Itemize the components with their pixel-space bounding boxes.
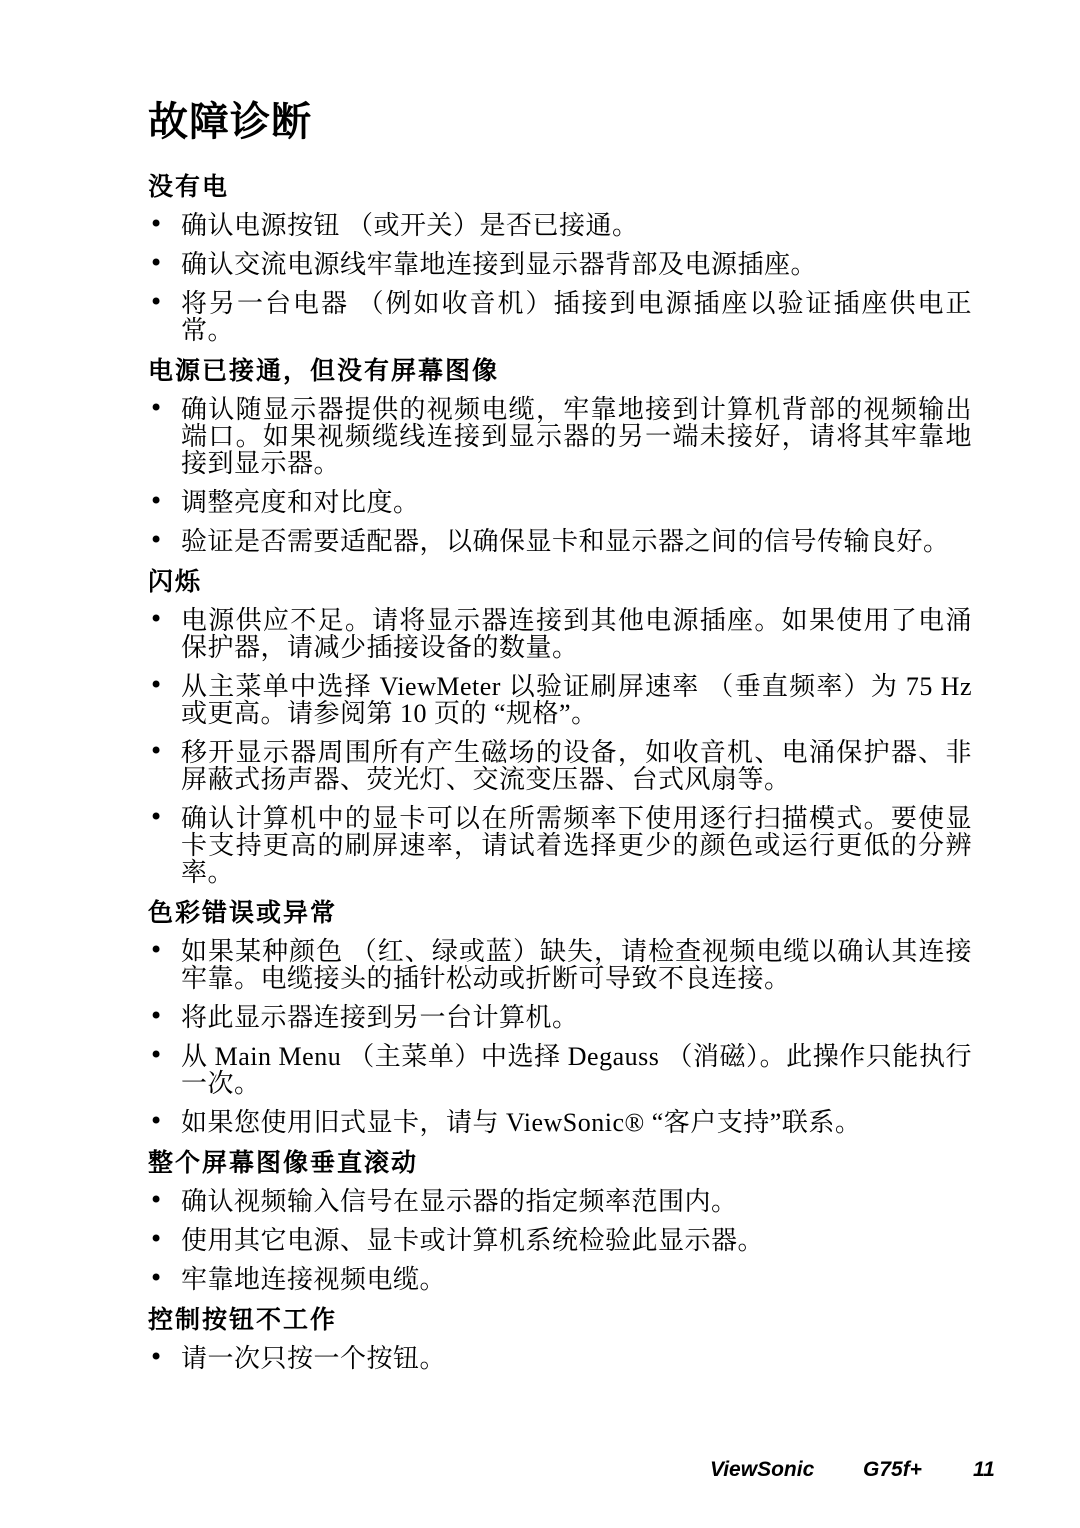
list-item	[148, 396, 972, 477]
list-item	[148, 212, 972, 239]
bullet-text: 确认交流电源线牢靠地连接到显示器背部及电源插座。	[181, 250, 818, 279]
bullet-icon: •	[149, 249, 164, 277]
bullet-text: 确认随显示器提供的视频电缆，牢靠地接到计算机背部的视频输出端口。如果视频缆线连接到显示器的另一端未接好，请将其牢靠地接到显示器。	[181, 395, 972, 478]
list-item	[148, 1004, 972, 1031]
section-heading: 没有电	[148, 173, 230, 201]
bullet-text: 如果您使用旧式显卡，请与 ViewSonic® “客户支持”联系。	[181, 1108, 862, 1137]
section-heading: 闪烁	[148, 568, 203, 596]
bullet-icon: •	[149, 737, 164, 765]
list-item	[148, 489, 972, 516]
bullet-text: 移开显示器周围所有产生磁场的设备，如收音机、电涌保护器、非屏蔽式扬声器、荧光灯、交流变压器、台式风扇等。	[181, 738, 972, 794]
bullet-text: 将另一台电器 （例如收音机）插接到电源插座以验证插座供电正常。	[181, 289, 972, 345]
bullet-list	[148, 1188, 972, 1293]
bullet-icon: •	[149, 1225, 164, 1253]
list-item	[148, 251, 972, 278]
list-item	[148, 739, 972, 793]
list-item	[148, 1266, 972, 1293]
list-item	[148, 1043, 972, 1097]
bullet-icon: •	[149, 1107, 164, 1135]
section-heading: 整个屏幕图像垂直滚动	[148, 1149, 419, 1177]
bullet-icon: •	[149, 487, 164, 515]
bullet-list	[148, 938, 972, 1136]
list-item	[148, 607, 972, 661]
section-color-wrong	[148, 898, 972, 1136]
list-item	[148, 1109, 972, 1136]
list-item	[148, 1345, 972, 1372]
footer-brand: ViewSonic	[710, 1458, 815, 1481]
bullet-text: 如果某种颜色 （红、绿或蓝）缺失，请检查视频电缆以确认其连接牢靠。电缆接头的插针松动或折断可导致不良连接。	[181, 937, 972, 993]
list-item	[148, 805, 972, 886]
bullet-icon: •	[149, 936, 164, 964]
bullet-text: 使用其它电源、显卡或计算机系统检验此显示器。	[181, 1226, 765, 1255]
page-footer	[0, 1458, 1080, 1488]
section-flicker	[148, 567, 972, 886]
bullet-list	[148, 607, 972, 886]
bullet-text: 将此显示器连接到另一台计算机。	[181, 1003, 579, 1032]
section-controls-not-working	[148, 1305, 972, 1372]
bullet-text: 验证是否需要适配器，以确保显卡和显示器之间的信号传输良好。	[181, 527, 950, 556]
bullet-icon: •	[149, 210, 164, 238]
bullet-icon: •	[149, 526, 164, 554]
list-item	[148, 528, 972, 555]
bullet-text: 从主菜单中选择 ViewMeter 以验证刷屏速率 （垂直频率）为 75 Hz 或更高。请参阅第 10 页的 “规格”。	[181, 672, 972, 728]
bullet-icon: •	[149, 288, 164, 316]
bullet-icon: •	[149, 1343, 164, 1371]
bullet-text: 牢靠地连接视频电缆。	[181, 1265, 447, 1294]
bullet-icon: •	[149, 394, 164, 422]
section-heading: 色彩错误或异常	[148, 899, 338, 927]
list-item	[148, 1188, 972, 1215]
bullet-text: 请一次只按一个按钮。	[181, 1344, 447, 1373]
list-item	[148, 938, 972, 992]
page-title: 故障诊断	[148, 100, 312, 144]
bullet-text: 电源供应不足。请将显示器连接到其他电源插座。如果使用了电涌保护器，请减少插接设备的数量。	[181, 606, 972, 662]
bullet-list	[148, 212, 972, 344]
bullet-icon: •	[149, 1186, 164, 1214]
list-item	[148, 673, 972, 727]
bullet-icon: •	[149, 671, 164, 699]
bullet-icon: •	[149, 1041, 164, 1069]
bullet-text: 确认视频输入信号在显示器的指定频率范围内。	[181, 1187, 738, 1216]
list-item	[148, 290, 972, 344]
bullet-icon: •	[149, 803, 164, 831]
footer-model: G75f+	[863, 1458, 922, 1481]
bullet-list	[148, 1345, 972, 1372]
section-no-power	[148, 172, 972, 344]
footer-page-number: 11	[973, 1458, 995, 1481]
bullet-list	[148, 396, 972, 555]
section-heading: 电源已接通，但没有屏幕图像	[148, 357, 500, 385]
bullet-icon: •	[149, 1264, 164, 1292]
list-item	[148, 1227, 972, 1254]
page-content	[148, 98, 972, 1384]
section-image-scrolls	[148, 1148, 972, 1293]
section-heading: 控制按钮不工作	[148, 1306, 338, 1334]
bullet-text: 确认电源按钮 （或开关）是否已接通。	[181, 211, 639, 240]
section-power-but-no-image	[148, 356, 972, 555]
bullet-icon: •	[149, 1002, 164, 1030]
bullet-text: 调整亮度和对比度。	[181, 488, 420, 517]
bullet-text: 从 Main Menu （主菜单）中选择 Degauss （消磁）。此操作只能执行一次。	[181, 1042, 972, 1098]
bullet-text: 确认计算机中的显卡可以在所需频率下使用逐行扫描模式。要使显卡支持更高的刷屏速率，请试着选择更少的颜色或运行更低的分辨率。	[181, 804, 972, 887]
bullet-icon: •	[149, 605, 164, 633]
